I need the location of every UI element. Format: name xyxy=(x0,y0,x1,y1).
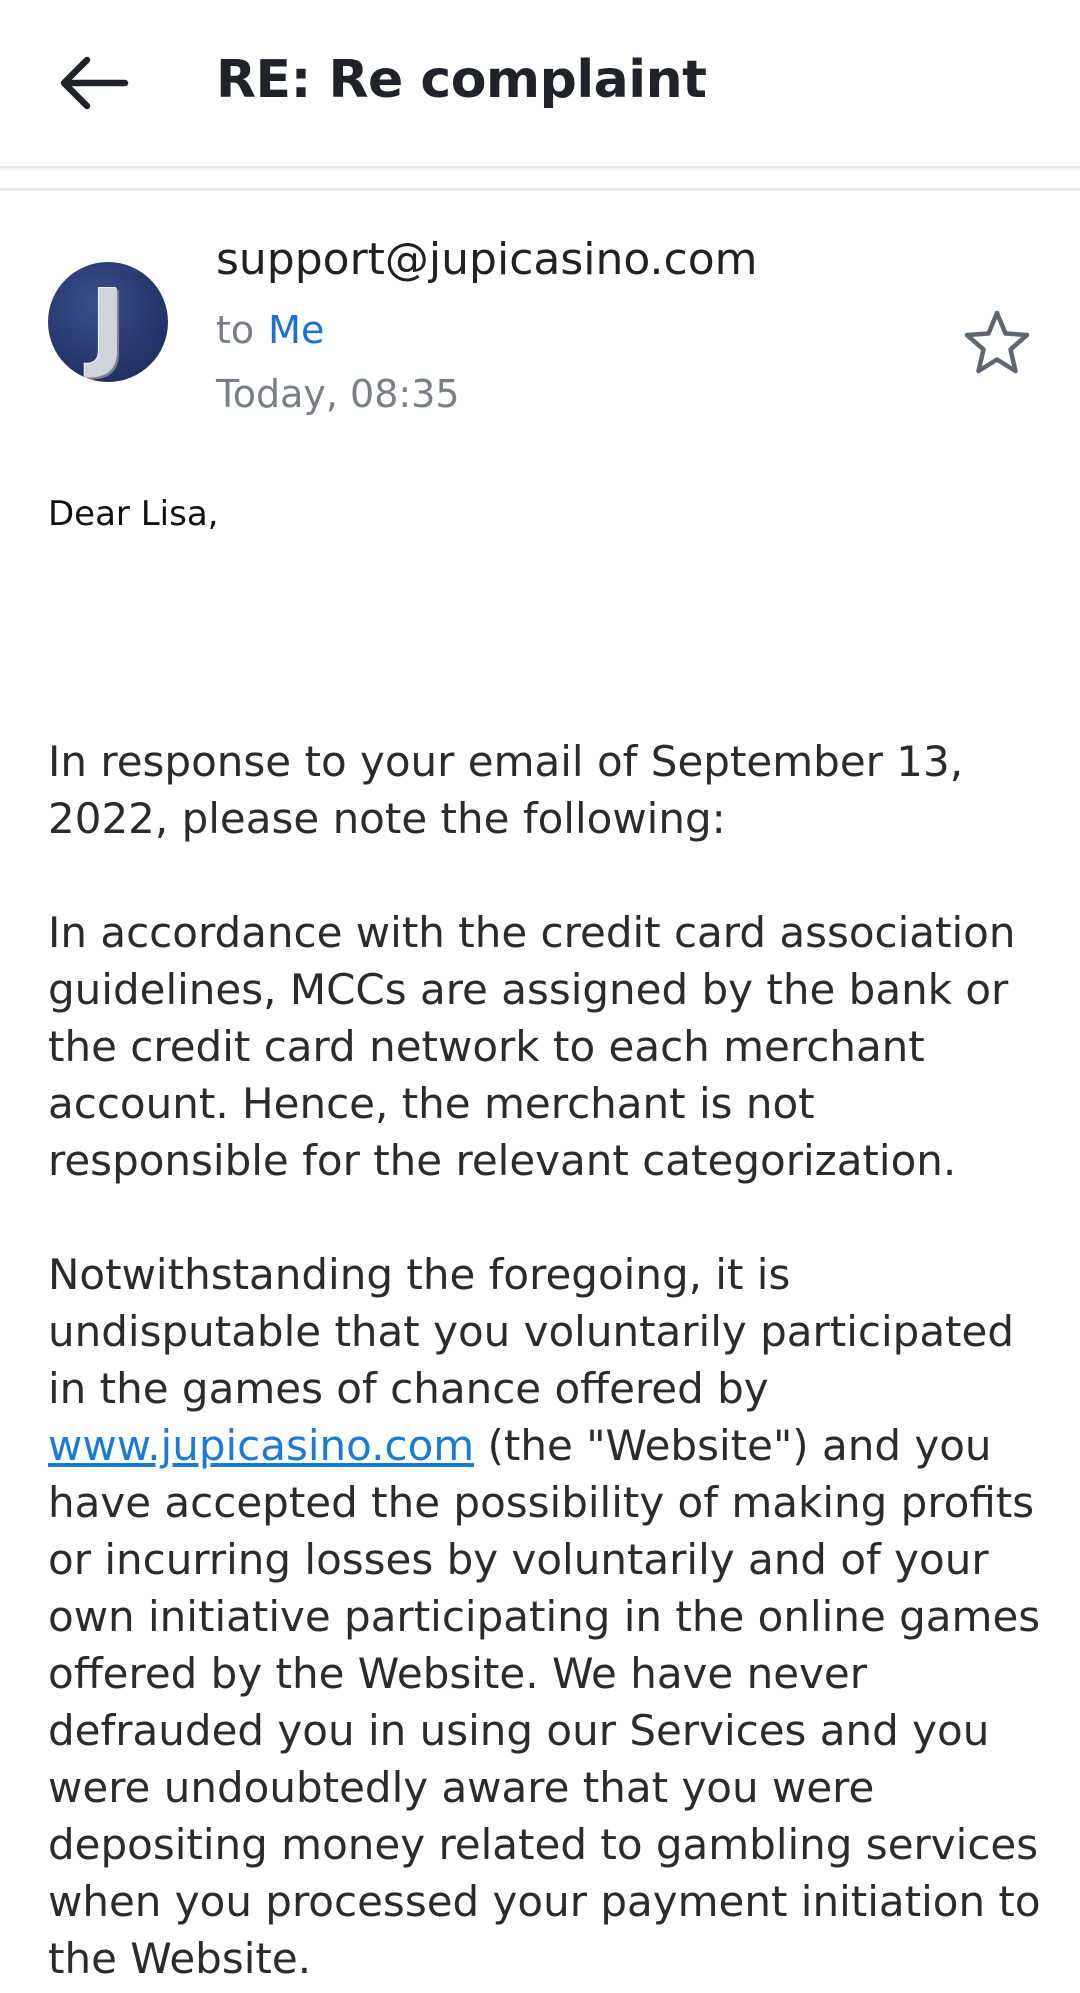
recipient-link[interactable]: Me xyxy=(268,308,325,352)
paragraph-3-text-before: Notwithstanding the foregoing, it is undisputable that you voluntarily participated in the games of chance offered by xyxy=(48,1250,1015,1413)
to-label: to xyxy=(216,308,255,352)
body-paragraph-3 xyxy=(48,1246,1048,1987)
sender-address[interactable]: support@jupicasino.com xyxy=(216,234,758,285)
sender-avatar[interactable] xyxy=(48,262,168,382)
star-button[interactable] xyxy=(952,300,1042,390)
paragraph-3-text-after: (the "Website") and you have accepted the possibility of making profits or incurring losses by voluntarily and of your own initiative participating in the online games offered by the Website. We have never defrauded you in using our Services and you were undoubtedly aware that you were depositing money related to gambling services when you processed your payment initiation to the Website. xyxy=(48,1421,1041,1983)
body-paragraph-2: In accordance with the credit card association guidelines, MCCs are assigned by the bank or the credit card network to each merchant account. Hence, the merchant is not responsible for the relevant categorization. xyxy=(48,908,1016,1185)
greeting: Dear Lisa, xyxy=(48,494,219,534)
avatar-letter: J xyxy=(90,269,126,381)
email-subject: RE: Re complaint xyxy=(216,50,707,110)
header-divider xyxy=(0,188,1080,191)
website-link[interactable]: www.jupicasino.com xyxy=(48,1421,475,1470)
message-date: Today, 08:35 xyxy=(216,372,460,416)
recipient-row xyxy=(216,308,324,352)
arrow-left-icon xyxy=(57,55,129,115)
star-outline-icon xyxy=(962,308,1032,382)
body-paragraph-1: In response to your email of September 13, 2022, please note the following: xyxy=(48,737,964,843)
back-button[interactable] xyxy=(40,40,146,130)
top-app-bar xyxy=(0,0,1080,168)
